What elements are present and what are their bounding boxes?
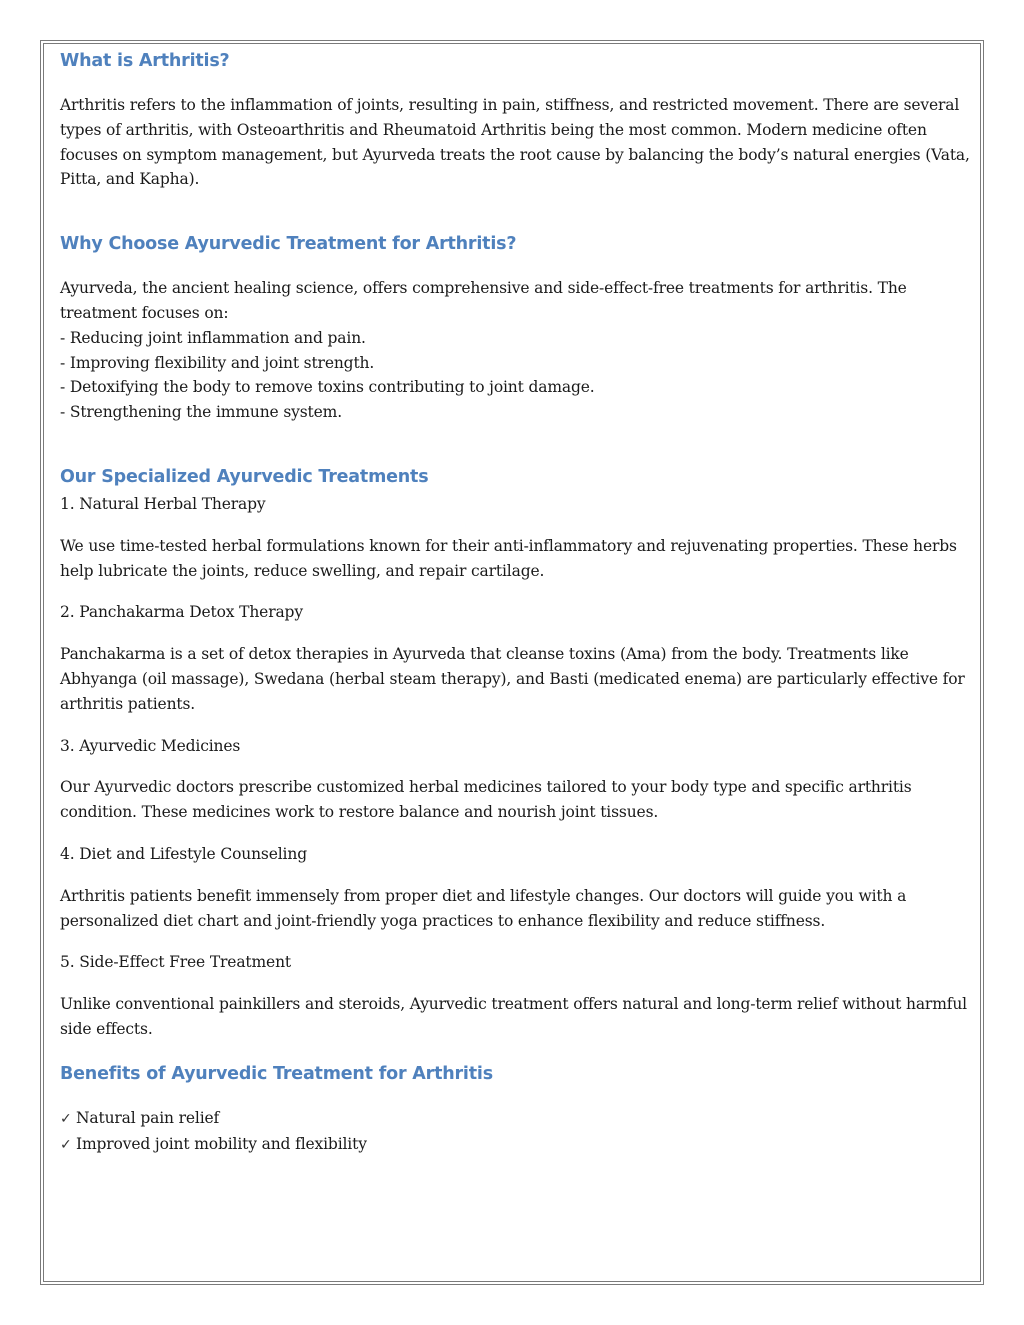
treatment-title: 5. Side-Effect Free Treatment xyxy=(60,953,291,972)
heading-why-choose: Why Choose Ayurvedic Treatment for Arthritis? xyxy=(60,234,517,255)
treatment-description: Our Ayurvedic doctors prescribe customized herbal medicines tailored to your body type and specific arthritis condition. These medicines work to restore balance and nourish joint tissues. xyxy=(60,778,912,822)
list-item: - Improving flexibility and joint strength. xyxy=(60,353,375,372)
checkmark-icon: ✓ xyxy=(60,1110,72,1127)
checkmark-icon: ✓ xyxy=(60,1136,72,1153)
list-item: - Strengthening the immune system. xyxy=(60,403,342,422)
benefit-text: Natural pain relief xyxy=(76,1108,220,1127)
treatment-title: 4. Diet and Lifestyle Counseling xyxy=(60,844,307,863)
benefit-item xyxy=(60,1106,970,1132)
treatment-description: Arthritis patients benefit immensely from proper diet and lifestyle changes. Our doctors will guide you with a personalized diet chart and joint-friendly yoga practices to enhance flexibility and reduce stiffness. xyxy=(60,886,907,930)
heading-benefits: Benefits of Ayurvedic Treatment for Arthritis xyxy=(60,1063,493,1084)
treatment-title: 3. Ayurvedic Medicines xyxy=(60,736,241,755)
treatment-title: 2. Panchakarma Detox Therapy xyxy=(60,603,303,622)
paragraph-why-choose-intro: Ayurveda, the ancient healing science, offers comprehensive and side-effect-free treatments for arthritis. The treatment focuses on: xyxy=(60,279,907,322)
list-item: - Detoxifying the body to remove toxins contributing to joint damage. xyxy=(60,378,595,397)
heading-what-is-arthritis: What is Arthritis? xyxy=(60,51,230,71)
treatment-description: Panchakarma is a set of detox therapies in Ayurveda that cleanse toxins (Ama) from the body. Treatments like Abhyanga (oil massage), Swedana (herbal steam therapy), and Basti (medicated enema) are particularly effective for arthritis patients. xyxy=(60,645,965,713)
treatment-description: Unlike conventional painkillers and steroids, Ayurvedic treatment offers natural and long-term relief without harmful side effects. xyxy=(60,995,967,1038)
benefit-text: Improved joint mobility and flexibility xyxy=(76,1134,367,1153)
document-body xyxy=(60,46,970,1157)
list-item: - Reducing joint inflammation and pain. xyxy=(60,328,366,347)
paragraph-what-is-arthritis: Arthritis refers to the inflammation of joints, resulting in pain, stiffness, and restricted movement. There are several types of arthritis, with Osteoarthritis and Rheumatoid Arthritis being the most common. Modern medicine often focuses on symptom management, but Ayurveda treats the root cause by balancing the body’s natural energies (Vata, Pitta, and Kapha). xyxy=(60,96,970,189)
heading-specialized-treatments: Our Specialized Ayurvedic Treatments xyxy=(60,466,429,487)
benefit-item xyxy=(60,1132,970,1158)
treatment-description: We use time-tested herbal formulations known for their anti-inflammatory and rejuvenating properties. These herbs help lubricate the joints, reduce swelling, and repair cartilage. xyxy=(60,536,957,580)
treatment-title: 1. Natural Herbal Therapy xyxy=(60,494,266,513)
